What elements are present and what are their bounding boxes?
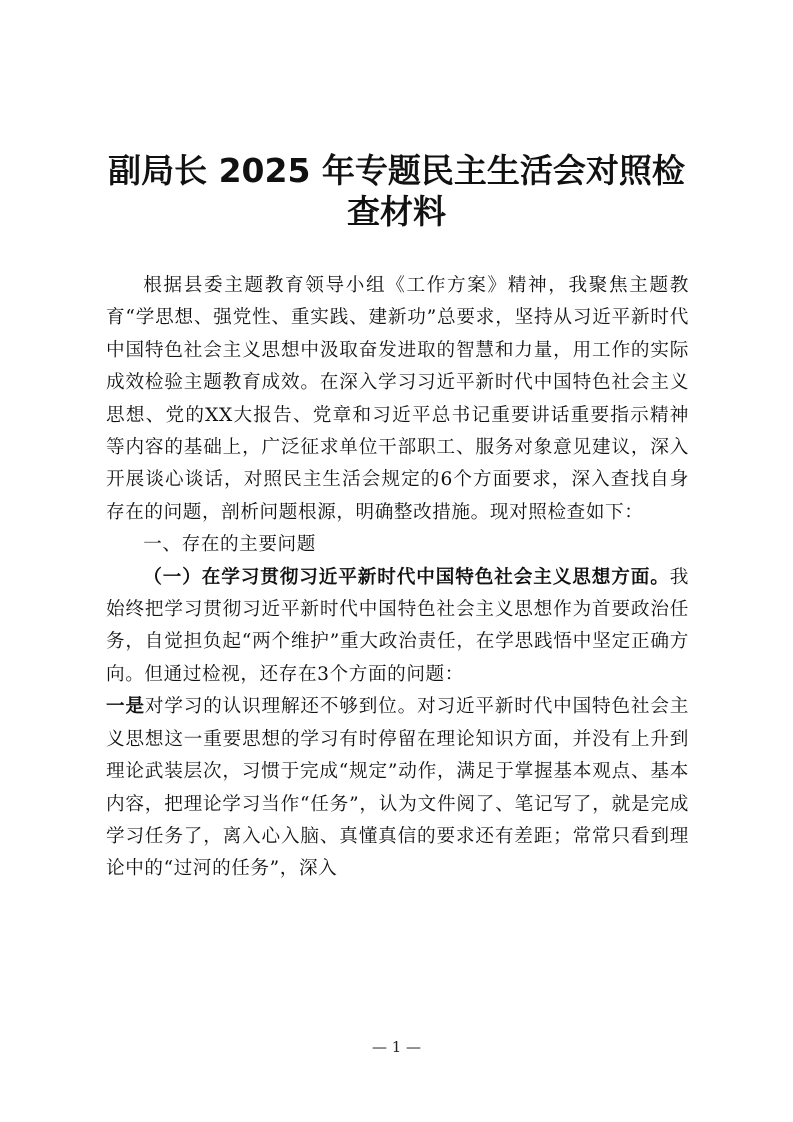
intro-paragraph-text: 根据县委主题教育领导小组《工作方案》精神，我聚焦主题教育“学思想、强党性、重实践、建新功”总要求，坚持从习近平新时代中国特色社会主义思想中汲取奋发进取的智慧和力量，用工作的实际成效检验主题教育成效。在深入学习习近平新时代中国特色社会主义思想、党的XX大报告、党章和习近平总书记重要讲话重要指示精神等内容的基础上，广泛征求单位干部职工、服务对象意见建议，深入开展谈心谈话，对照民主生活会规定的6个方面要求，深入查找自身存在的问题，剖析问题根源，明确整改措施。现对照检查如下： [106,275,689,523]
intro-paragraph [106,270,689,529]
point-one-label: 一是 [106,696,145,718]
subsection-paragraph-text: 我始终把学习贯彻习近平新时代中国特色社会主义思想作为首要政治任务，自觉担负起“两个维护”重大政治责任，在学思践悟中坚定正确方向。但通过检视，还存在3个方面的问题： [106,566,689,685]
subsection-heading: （一）在学习贯彻习近平新时代中国特色社会主义思想方面。 [143,566,670,588]
point-one-text: 对学习的认识理解还不够到位。对习近平新时代中国特色社会主义思想这一重要思想的学习有时停留在理论知识方面，并没有上升到理论武装层次，习惯于完成“规定”动作，满足于掌握基本观点、基本内容，把理论学习当作“任务”，认为文件阅了、笔记写了，就是完成学习任务了，离入心入脑、真懂真信的要求还有差距；常常只看到理论中的“过河的任务”，深入 [106,696,689,880]
document-body [106,270,689,886]
subsection-paragraph [106,562,689,886]
page-number: — 1 — [371,1038,422,1056]
document-title: 副局长 2025 年专题民主生活会对照检查材料 [108,151,685,231]
section-heading [106,529,689,561]
section-heading-text: 一、存在的主要问题 [143,534,316,556]
